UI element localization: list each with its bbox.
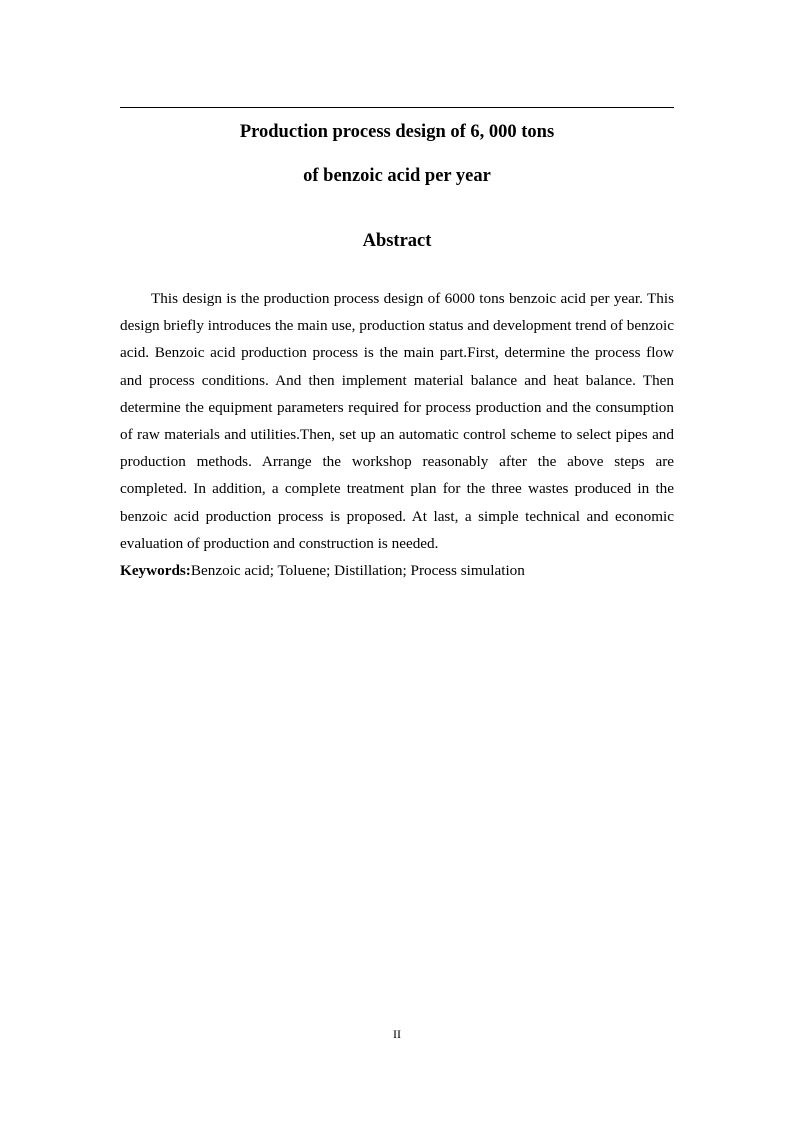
abstract-body: This design is the production process design of 6000 tons benzoic acid per year. This design briefly introduces the main use, production status and development trend of benzoic acid. Benzoic acid production process is the main part.First, determine the process flow and process conditions. And then implement material balance and heat balance. Then determine the equipment parameters required for process production and the consumption of raw materials and utilities.Then, set up an automatic control scheme to select pipes and production methods. Arrange the workshop reasonably after the above steps are completed. In addition, a complete treatment plan for the three wastes produced in the benzoic acid production process is proposed. At last, a simple technical and economic evaluation of production and construction is needed.: [120, 290, 674, 552]
paper-title-line-1: Production process design of 6, 000 tons: [239, 122, 555, 142]
abstract-heading: Abstract: [362, 231, 432, 251]
header-rule: [120, 107, 674, 108]
keywords-line: [120, 557, 674, 584]
paper-title-line-2: of benzoic acid per year: [303, 166, 491, 186]
page-number: II: [393, 1027, 401, 1041]
keywords-text: Benzoic acid; Toluene; Distillation; Process simulation: [190, 562, 525, 579]
keywords-label: Keywords:: [120, 562, 191, 579]
